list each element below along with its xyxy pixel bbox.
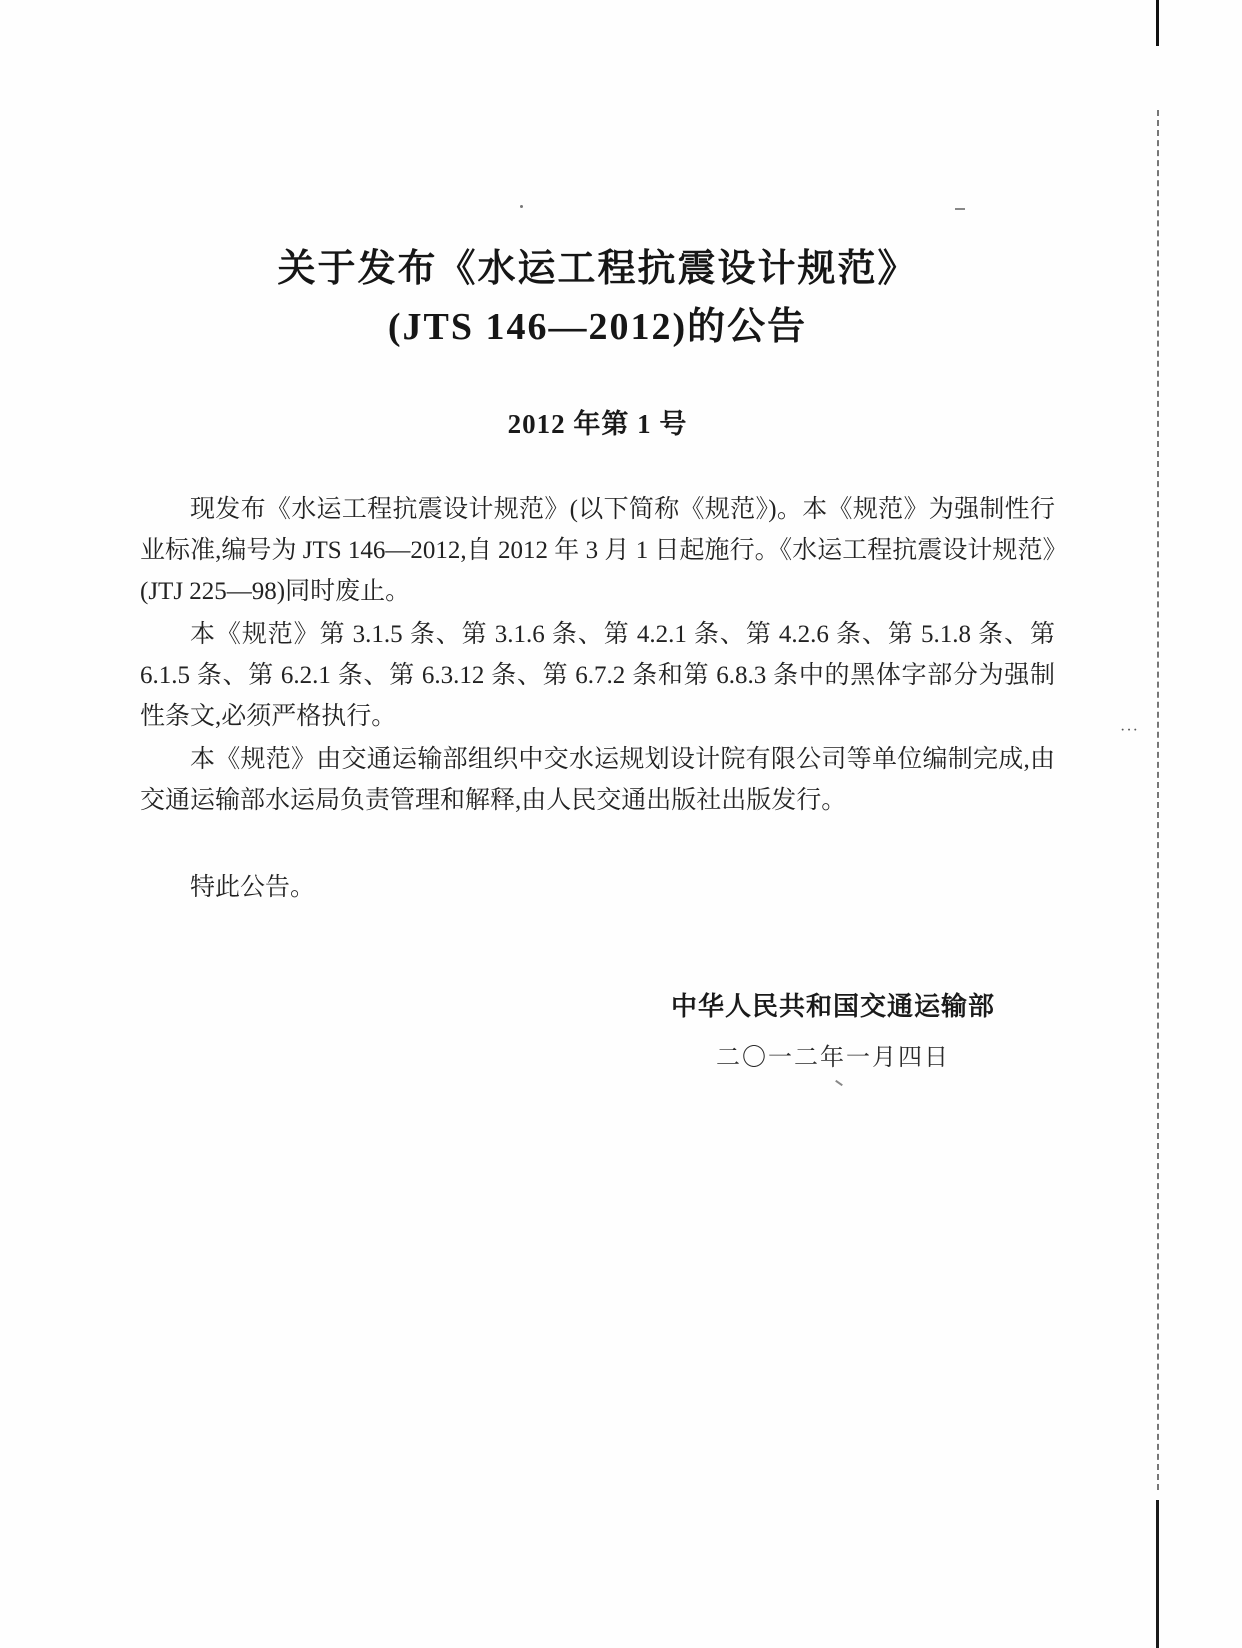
document-title-line2: (JTS 146—2012)的公告 [387,306,808,348]
paragraph-1: 现发布《水运工程抗震设计规范》(以下简称《规范》)。本《规范》为强制性行业标准,编号为 JTS 146—2012,自 2012 年 3 月 1 日起施行。《水运工程抗震设计规范》(JTJ 225—98)同时废止。 [140,496,1055,605]
scan-speck [520,205,523,208]
document-body [140,489,1055,908]
scan-edge-line-dashed [1157,110,1159,1490]
scan-speck [835,1080,843,1086]
signature-block [140,986,1055,1072]
scan-edge-line-bottom [1156,1500,1159,1648]
issuing-authority: 中华人民共和国交通运输部 [670,992,995,1021]
document-content [140,0,1055,1072]
scan-edge-line-top [1156,0,1159,46]
paragraph-3: 本《规范》由交通运输部组织中交水运规划设计院有限公司等单位编制完成,由交通运输部水运局负责管理和解释,由人民交通出版社出版发行。 [140,746,1055,814]
paragraph-2: 本《规范》第 3.1.5 条、第 3.1.6 条、第 4.2.1 条、第 4.2.6 条、第 5.1.8 条、第 6.1.5 条、第 6.2.1 条、第 6.3.12 条、第 6.7.2 条和第 6.8.3 条中的黑体字部分为强制性条文,必须严格执行。 [140,621,1055,730]
scan-artifact-mark: ··· [1120,722,1139,739]
document-title [140,240,1055,356]
closing-statement: 特此公告。 [190,874,316,901]
signature-inner [671,986,995,1072]
document-title-line1: 关于发布《水运工程抗震设计规范》 [277,248,918,290]
scan-speck [955,208,965,210]
issue-date: 二〇一二年一月四日 [715,1045,950,1071]
document-number: 2012 年第 1 号 [507,409,688,439]
